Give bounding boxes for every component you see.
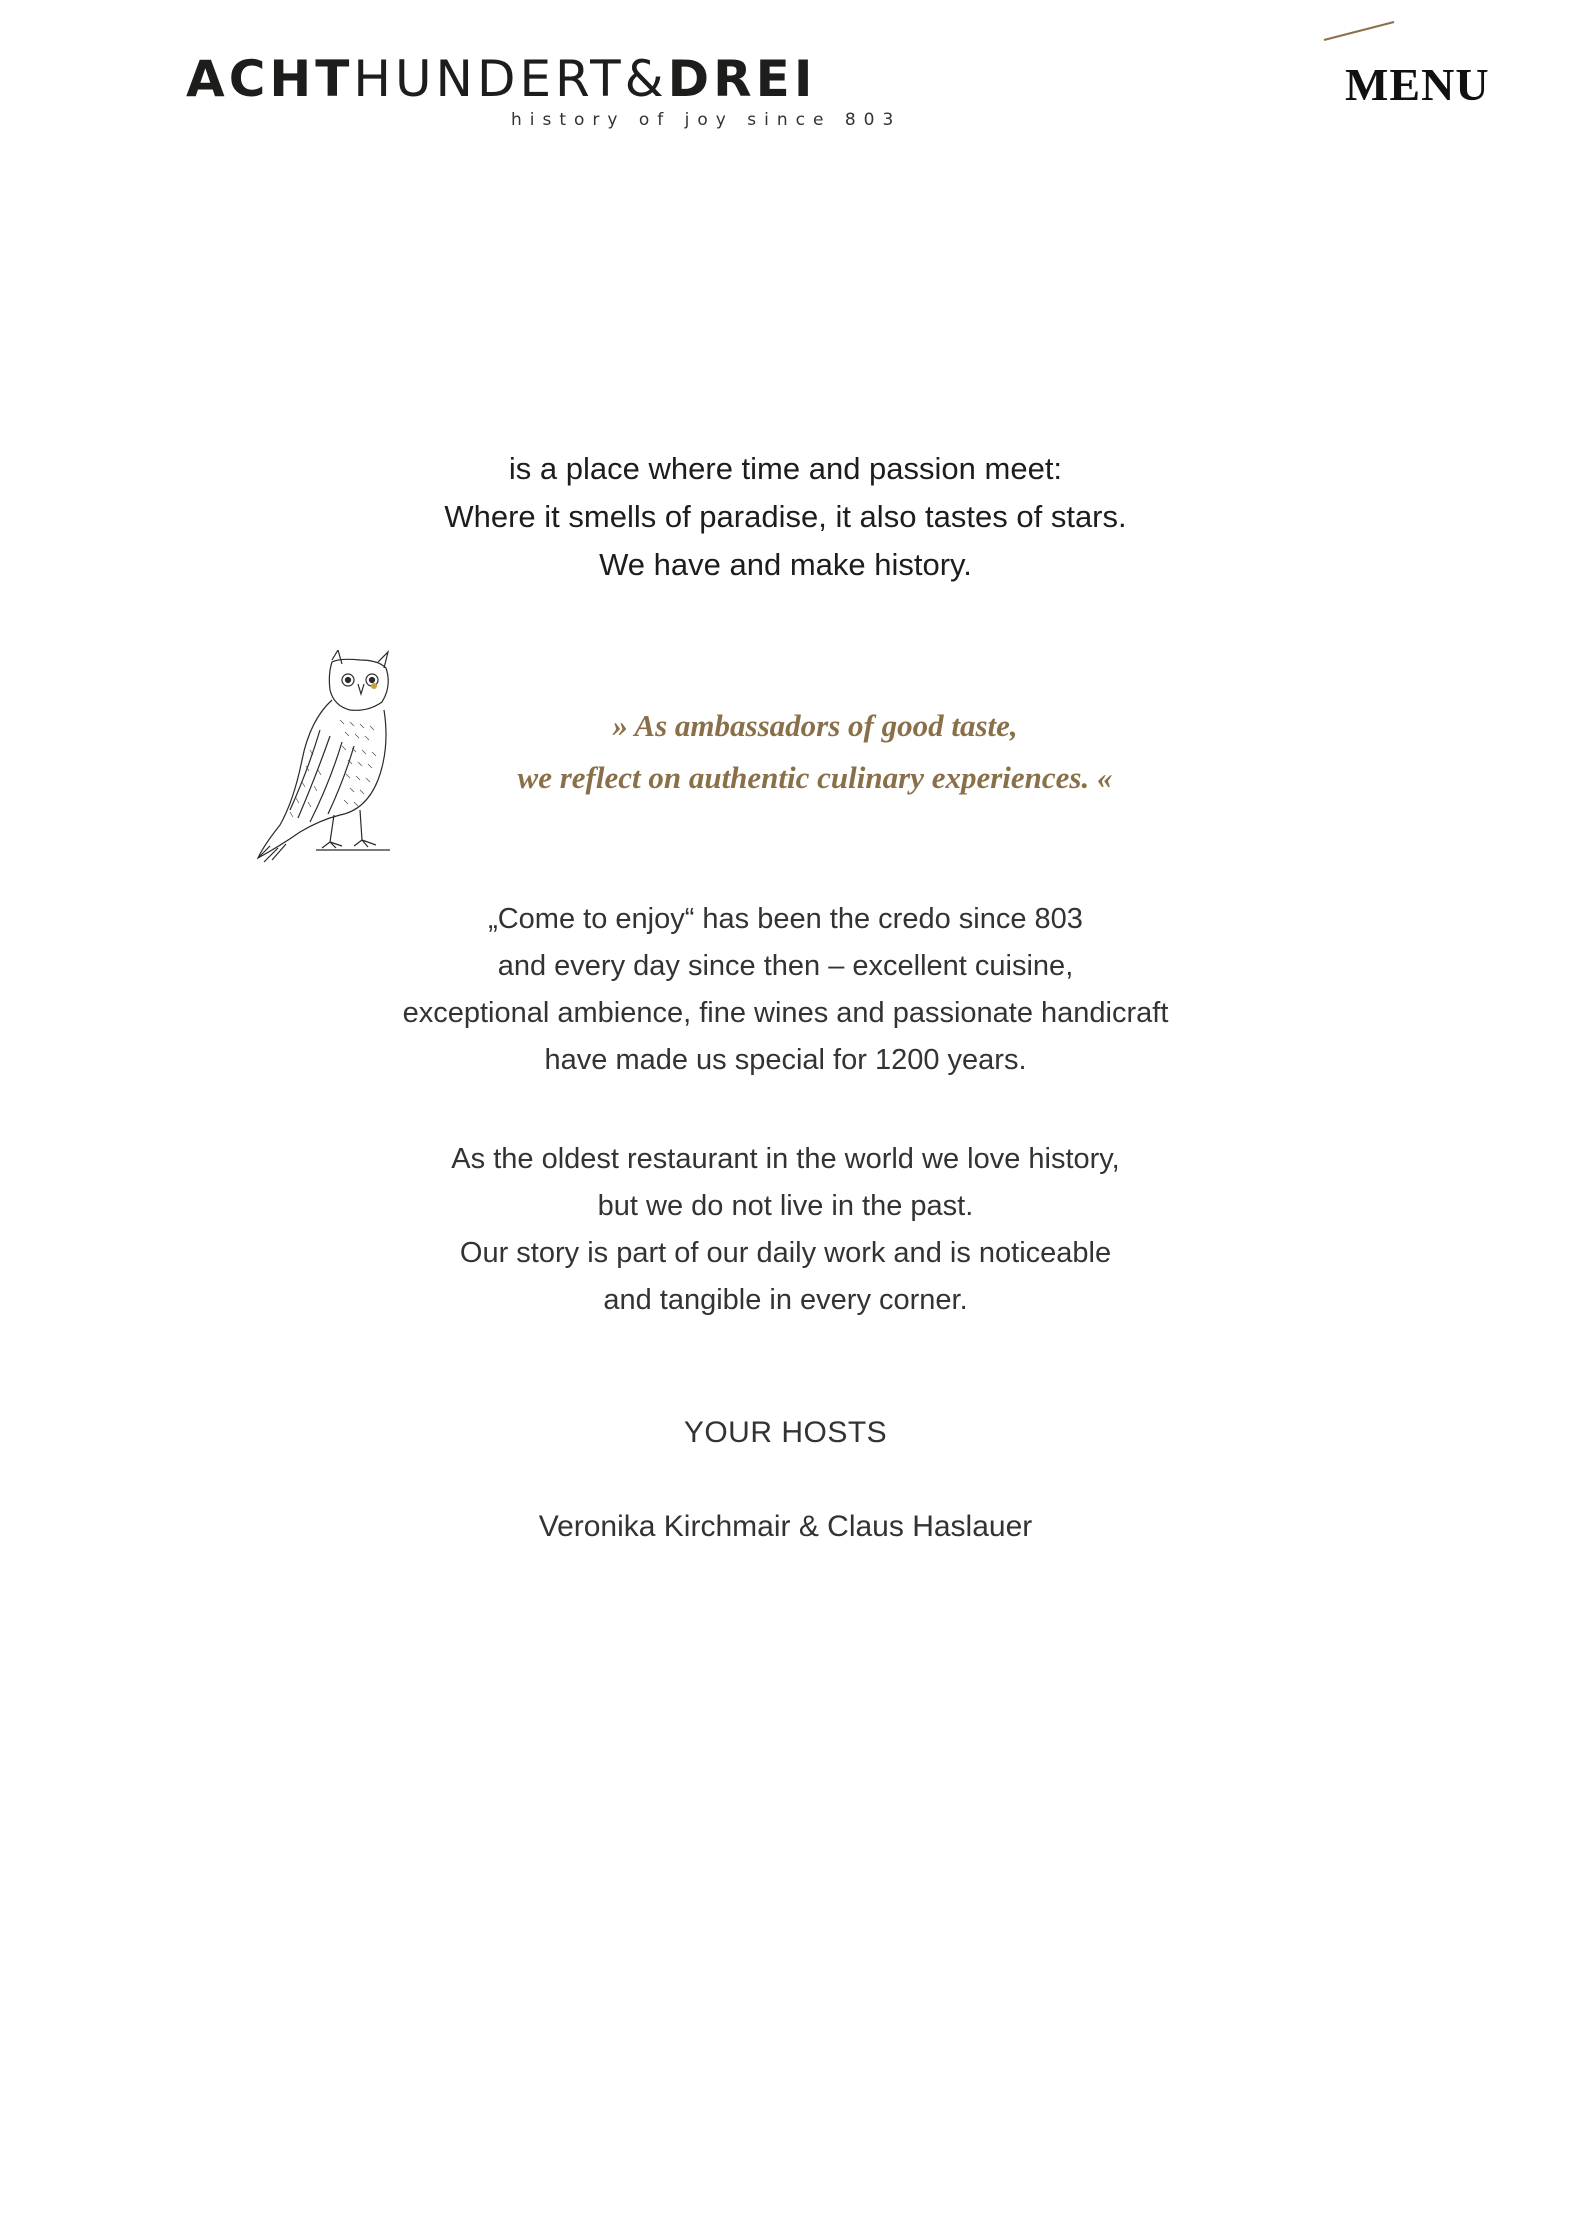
- brand-logo[interactable]: [186, 50, 902, 130]
- credo-line: and every day since then – excellent cuisine,: [497, 950, 1074, 982]
- logo-tagline: history of joy since 803: [511, 110, 902, 130]
- history-paragraph: [0, 1136, 1571, 1324]
- credo-line: „Come to enjoy“ has been the credo since 803: [488, 903, 1083, 935]
- logo-part-acht: ACHT: [186, 50, 354, 108]
- quote-block: [380, 700, 1250, 804]
- hosts-title: YOUR HOSTS: [683, 1416, 888, 1449]
- logo-part-drei: DREI: [667, 50, 817, 108]
- history-line: Our story is part of our daily work and is noticeable: [459, 1237, 1112, 1269]
- menu-link[interactable]: MENU: [1345, 59, 1490, 110]
- credo-line: have made us special for 1200 years.: [544, 1044, 1027, 1076]
- history-line: As the oldest restaurant in the world we love history,: [451, 1143, 1120, 1175]
- menu-accent-line: [1322, 20, 1402, 50]
- history-line: but we do not live in the past.: [597, 1190, 974, 1222]
- intro-line: We have and make history.: [599, 547, 972, 582]
- logo-wordmark: [186, 50, 866, 108]
- hosts-names: Veronika Kirchmair & Claus Haslauer: [538, 1510, 1033, 1543]
- quote-line: we reflect on authentic culinary experiences. «: [517, 760, 1113, 795]
- history-line: and tangible in every corner.: [603, 1284, 968, 1316]
- intro-text: [0, 445, 1571, 589]
- intro-line: is a place where time and passion meet:: [508, 451, 1063, 486]
- credo-line: exceptional ambience, fine wines and passionate handicraft: [402, 997, 1169, 1029]
- logo-part-hundert: HUNDERT&: [353, 50, 668, 108]
- intro-line: Where it smells of paradise, it also tastes of stars.: [444, 499, 1127, 534]
- credo-paragraph: [0, 896, 1571, 1084]
- quote-line: » As ambassadors of good taste,: [612, 708, 1018, 743]
